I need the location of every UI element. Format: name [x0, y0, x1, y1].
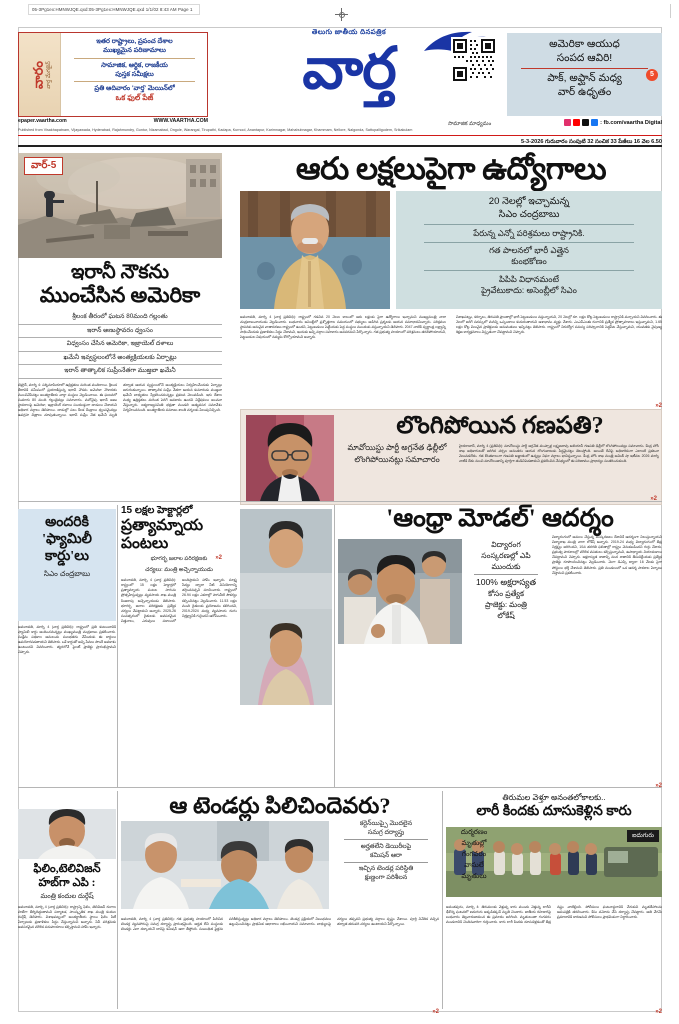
registration-filename: 05-3Pg1ex:HMNWJQE.qxd:05-3Pg1ex:HMNWJQE.qxd 1/1/02 8:43 AM Page 1: [32, 7, 193, 12]
ganapati-body-text: హైదరాబాద్, మార్చి 4 (ప్రతినిధి): మావోయిస్టు పార్టీ అగ్రనేత ముప్పాళ్ల లక్ష్మణరావు అలియాస్ గణపతి ఢిల్లీలో లొంగిపోయినట్లు సమాచారం. కేంద్ర హోం శాఖ అధికారులతో జరిగిన చర్చల అనంతరం ఆయన లొంగుబాటుకు సిద్ధమైనట్లు తెలుస్తోంది. అయితే దీనిపై అధికారికంగా ఎలాంటి ప్రకటనా వెలువడలేదు. గత కొంతకాలంగా గణపతి అజ్ఞాతంలో ఉన్నట్లు నిఘా వర్గాలు భావిస్తున్నాయి. కేంద్ర హోం శాఖ మంత్రి అమిత్ షా ఇటీవల 2026 మార్చి నాటికి దేశం నుంచి మావోయిజాన్ని పూర్తిగా తుడిచిపెడతామని ప్రకటించిన నేపథ్యంలో ఈ పరిణామం ప్రాధాన్యం సంతరించుకుంది.: [459, 444, 659, 464]
masthead-brand: [214, 29, 484, 101]
andhra-model-body-text: విద్యారంగంలో అమలు చేస్తున్న సంస్కరణలు దేశానికే ఆదర్శంగా నిలుస్తున్నాయని విద్యాశాఖ మంత్రి నారా లోకేష్ అన్నారు. 2019-24 మధ్య విద్యారంగంలో తీవ్ర నిర్లక్ష్యం జరిగిందని, 10వ తరగతి ఫలితాల్లో రాష్ట్రం వెనుకబడిందని గుర్తు చేశారు. ప్రభుత్వ పాఠశాలల్లో మౌలిక వసతులు కల్పిస్తున్నామని, ఉపాధ్యాయ నియామకాలు చేపట్టామని చెప్పారు. అక్షరాస్యత శాతాన్ని వంద శాతానికి తీసుకెళ్లేందుకు ప్రత్యేక ప్రాజెక్టు రూపొందించినట్లు వెల్లడించారు. మెగా డిఎస్సి ద్వారా 16 వేలకు పైగా పోస్టులు భర్తీ చేశామని తెలిపారు. ప్రతి మండలంలో ఒక ఆదర్శ పాఠశాల ఏర్పాటు చేస్తామని ప్రకటించారు.: [552, 535, 662, 575]
lorry-side-3: గంగవరం: [461, 851, 487, 858]
crops-headline-1: 15 లక్షల హెక్టార్లలో: [121, 505, 193, 516]
page-number-badge: 5: [646, 69, 658, 81]
promo-spine: [19, 33, 61, 116]
film-tv-body-text: అమరావతి, మార్చి 4 (వార్త ప్రతినిధి): రాష్ట్రాన్ని ఫిలిం, టెలివిజన్ రంగాల హబ్‌గా తీర్చిదిద్దుతామని పర్యాటక, సాంస్కృతిక శాఖ మంత్రి కందుల దుర్గేష్ తెలిపారు. విశాఖపట్నంలో అంతర్జాతీయ స్థాయి ఫిలిం సిటీ ఏర్పాటుకు ప్రణాళికలు సిద్ధం చేస్తున్నామని అన్నారు. సినీ పరిశ్రమకు అవసరమైన మౌలిక సదుపాయాలు కల్పిస్తామని హామీ ఇచ్చారు.: [18, 905, 116, 930]
lead-body-wrap: [240, 315, 662, 409]
column-divider-1: [117, 505, 118, 787]
war-subhead: ఇరాన్ అణుస్థావరం ధ్వంసం: [18, 325, 222, 339]
film-tv-story: [18, 863, 116, 1023]
andhra-model-subhead: [468, 539, 544, 621]
crops-minister-photo: [240, 509, 332, 705]
ad-line-1: అమెరికా ఆయుధ: [549, 38, 620, 50]
lorry-body-text: అనంతపురం, మార్చి 4: తిరుమలకు వెళ్తున్న కారు ముందు వెళ్తున్న లారీని ఢీకొన్న ఘటనలో ఐదుగురు అక్కడికక్కడే మృతి చెందారు. జాతీయ రహదారిపై బుధవారం తెల్లవారుజామున ఈ ప్రమాదం జరిగింది. మృతులంతా గంగవరం మండలానికి చెందినవారిగా గుర్తించారు. కారు లారీ కిందకు దూసుకెళ్లడంతో తీవ్ర నష్టం వాటిల్లింది. పోలీసులు ఘటనాస్థలానికి చేరుకుని మృతదేహాలను ఆసుపత్రికి తరలించారు. కేసు నమోదు చేసి దర్యాప్తు చేపట్టారు. అతి వేగమే ప్రమాదానికి కారణమని పోలీసులు ప్రాథమికంగా నిర్ధారించారు.: [446, 905, 662, 925]
andhra-model-body-wrap: [552, 535, 662, 789]
masthead-rule-red: [18, 135, 662, 136]
dateline: 5-3-2026 గురువారం సంపుటి 32 సంచిక 33 పేజీలు 16 వెల 6.50: [521, 139, 662, 145]
war-body-text: టెహ్రాన్, మార్చి 4: పశ్చిమాసియాలో ఉద్రిక్తతలు మరింత ముదిరాయి. శ్రీలంక తీరానికి సమీపంలో ప్రయాణిస్తున్న ఇరాన్ నౌకను అమెరికా నౌకాదళం ముంచివేసినట్లు అంతర్జాతీయ వార్తా సంస్థలు వెల్లడించాయి. ఈ ఘటనలో సుమారు 80 మంది గల్లంతైనట్లు సమాచారం. మరోవైపు ఇరాన్ అణు స్థావరాలపై అమెరికా, ఇజ్రాయెల్ దళాలు సంయుక్తంగా దాడులు చేశాయని అధికార వర్గాలు తెలిపాయి. దాడుల్లో పలు కీలక కేంద్రాలు ధ్వంసమైనట్లు ఉపగ్రహ చిత్రాలు చూపుతున్నాయి. ఇరాన్ సుప్రీం నేత ఖమేనీ మృతి తర్వాత ఆయన స్వస్థలంలోనే అంత్యక్రియలు నిర్వహించేందుకు ఏర్పాట్లు జరుగుతున్నాయి. తాత్కాలిక సుప్రీం నేతగా ఆయన కుమారుడు ముజ్తబా ఖమేనీ బాధ్యతలు స్వీకరించనున్నట్లు ప్రకటన వెలువడింది. ఇరు దేశాల మధ్య ఉద్రిక్తతలు మరింత పెరిగే అవకాశం ఉందని విశ్లేషకులు అంచనా వేస్తున్నారు. ఐక్యరాజ్యసమితి భద్రతా మండలి అత్యవసర సమావేశం నిర్వహించనుంది. అంతర్జాతీయ సమాజం శాంతి చర్చలకు పిలుపునిచ్చింది.: [18, 382, 222, 418]
family-card-line-2: 'ఫ్యామిలీ: [42, 532, 92, 547]
print-registration-strip: [0, 0, 679, 26]
promo-line-3: సామాజిక, ఆర్థిక, రాజకీయ: [101, 61, 168, 69]
lorry-jump-marker[interactable]: »2: [655, 1009, 662, 1015]
ad-line-2: సంపద ఆవిరి!: [556, 51, 613, 64]
published-from-line: Published from Visakhapatnam, Vijayawada, Hyderabad, Rajahmundry, Guntur, Nizamabad, Ongole, Warangal, Tirupathi, Kadapa, Kurnool, Anantapur, Karimnagar, Mahabubnagar, Khammam, Nellore, Nalgonda, Sattupalligudem, Srikakulam: [18, 128, 413, 132]
ganapati-portrait-photo: [246, 415, 334, 501]
crops-headline-3: పంటలు: [121, 535, 169, 552]
war-subhead-list: [18, 311, 222, 379]
war-subhead: ఖమేనీ ఇవ్వస్థలంలోనే అంత్యక్రియలకు ఏర్పాట్లు: [18, 352, 222, 366]
andhra-sub-4: 100% అక్షరాస్యత: [475, 576, 537, 587]
tender-subhead-list: [336, 819, 436, 882]
epaper-link[interactable]: epaper.vaartha.com: [18, 118, 67, 124]
ganapati-headline: లొంగిపోయిన గణపతి?: [396, 413, 604, 439]
facebook-icon[interactable]: [591, 119, 598, 126]
masthead-title: వార్త: [302, 36, 396, 101]
promo-line-2: ముఖ్యమైన పరిణామాలు: [103, 47, 166, 54]
cm-point-3: కుంభకోణం: [511, 256, 547, 267]
promo-spine-title: వారం: [30, 60, 45, 89]
tender-jump-marker[interactable]: »2: [432, 1009, 439, 1015]
lorry-accident-story: [446, 793, 662, 820]
social-handle[interactable]: : fb.com/vaartha Digital: [600, 119, 662, 126]
lead-body-right: విశాఖపట్నం, కర్నూలు, తిరుపతి ప్రాంతాల్లో భారీ పెట్టుబడులు వస్తున్నాయని, 20 నెలల్లో రూ. లక్షల కోట్ల పెట్టుబడులు రాష్ట్రానికి వచ్చాయని వివరించారు. ఈ నెలలో జరిగే సదస్సులో మరిన్ని ఒప్పందాలు కుదురుతాయని ఆశాభావం వ్యక్తం చేశారు. ఎంఎస్ఎంఈ రంగానికి ప్రత్యేక ప్రోత్సాహకాలు ఇస్తున్నామని, 1.65 లక్షల కోట్ల విలువైన ప్రాజెక్టులకు అనుమతులు ఇచ్చినట్లు తెలిపారు. రాష్ట్రంలో నిరుద్యోగ సమస్య పరిష్కారానికి పెద్దపీట వేస్తున్నామని, యువతకు నైపుణ్య శిక్షణ కార్యక్రమాలు విస్తృతంగా చేపట్టామని చెప్పారు.: [456, 315, 662, 335]
promo-advert-box: [18, 32, 208, 117]
ganapati-subhead: మావోయిస్టు పార్టీ అగ్రనేత ఢిల్లీలో లొంగిపోయినట్లు సమాచారం: [347, 443, 447, 464]
family-card-line-3: కార్డు'లు: [45, 549, 89, 564]
promo-line-1: ఇతర రాష్ట్రాలు, ప్రపంచ దేశాల: [96, 38, 173, 45]
crops-subhead-1: భూగర్భ జలాల పరిరక్షణకు: [150, 556, 208, 562]
lorry-side-4: వాసులే: [464, 862, 484, 869]
war-headline-line-2: ముంచేసిన అమెరికా: [39, 283, 201, 307]
andhra-sub-6: ప్రాజెక్టు: మంత్రి: [484, 599, 527, 609]
masthead-rule-black: [18, 145, 662, 147]
masthead: [18, 27, 662, 145]
qr-code-icon[interactable]: [451, 37, 497, 83]
family-card-credit: సిఎం చంద్రబాబు: [43, 569, 91, 578]
minister-durgesh-photo: [18, 809, 116, 859]
cm-point-1: పేరున్న ఎన్నో పరిశ్రమలు రాష్ట్రానికి.: [473, 227, 585, 238]
crops-story: [121, 505, 237, 778]
registration-edge-mark: [670, 4, 671, 18]
lorry-side-5: మృతులు: [461, 873, 487, 880]
andhra-jump-marker[interactable]: »2: [655, 783, 662, 789]
promo-line-4: పుస్తక సమీక్షలు: [115, 70, 154, 78]
masthead-ad-box: [507, 33, 662, 116]
promo-highlight: ఒక ఫుల్ పేజ్: [115, 93, 154, 103]
cm-point-2: గత పాలనలో భారీ ఎత్తైన: [489, 245, 569, 256]
lokesh-assembly-photo: [338, 539, 462, 644]
war-subhead: విధ్వంసం చేసిన అమెరికా, ఇజ్రాయెల్ దళాలు: [18, 338, 222, 352]
ganapati-story: [240, 409, 662, 505]
tender-body-text: అమరావతి, మార్చి 4 (వార్త ప్రతినిధి): గత ప్రభుత్వ హయాంలో పిలిచిన టెండర్ల వ్యవహారంపై సమగ్ర దర్యాప్తు ప్రారంభమైంది. అర్హత లేని సంస్థలకు టెండర్లు ఎలా దక్కాయనే దానిపై కమిషన్ ఆరా తీస్తోంది. సంబంధిత ఫైళ్లను పరిశీలిస్తున్నట్లు అధికార వర్గాలు తెలిపాయి. టెండర్ల ప్రక్రియలో నిబంధనలు ఉల్లంఘించినట్లు ప్రాథమిక ఆధారాలు లభించాయని సమాచారం. బాధ్యులపై చర్యలు తప్పవని ప్రభుత్వ వర్గాలు స్పష్టం చేశాయి. పూర్తి నివేదిక వచ్చిన తర్వాత తదుపరి చర్యలు ఉంటాయని పేర్కొన్నాయి.: [121, 917, 439, 932]
cm-quote-line-1: 20 నెలల్లో ఇచ్చామన్న: [488, 196, 570, 207]
promo-line-5: ప్రతి ఆదివారం 'వార్త' మెయిన్‌లో: [94, 85, 175, 93]
cm-point-4: పిపిపి విధానమంటే: [498, 274, 560, 285]
tender-sub-2: సమగ్ర దర్యాప్తు: [367, 829, 405, 836]
andhra-model-headline: 'ఆంధ్రా మోడల్' ఆదర్శం: [386, 505, 614, 532]
masthead-kicker: తెలుగు జాతీయ దినపత్రిక: [311, 29, 387, 36]
war-headline-line-1: ఇరానీ నౌకను: [70, 262, 170, 283]
promo-spine-subtitle: వార్త మేగజైన్: [45, 60, 52, 89]
lorry-headline: లారీ కిందకు దూసుకెళ్లిన కారు: [476, 804, 632, 819]
andhra-sub-3: ముందుకు: [491, 562, 521, 571]
lead-body-left: అమరావతి, మార్చి 4 (వార్త ప్రతినిధి): రాష్ట్రంలో గడచిన 20 నెలల కాలంలో ఆరు లక్షలకు పైగా ఉద్యోగాలు ఇచ్చామని ముఖ్యమంత్రి నారా చంద్రబాబునాయుడు వెల్లడించారు. బుధవారం అసెంబ్లీలో ప్రశ్నోత్తరాల సమయంలో సభ్యులు అడిగిన ప్రశ్నలకు ఆయన సమాధానమిచ్చారు. పరిశ్రమల స్థాపనకు అనువైన వాతావరణం రాష్ట్రంలో ఉందని, పెట్టుబడులు పెట్టేందుకు పెద్ద సంస్థలు ముందుకు వస్తున్నాయని తెలిపారు. 2047 నాటికి స్వర్ణాంధ్ర లక్ష్యాన్ని సాధించేందుకు ప్రణాళికలు సిద్ధం చేశామని, ఇందుకు అన్ని వర్గాల సహకారం అవసరమని పేర్కొన్నారు. గత ప్రభుత్వ హయాంలో పరిశ్రమలు తరలిపోయాయని, పెట్టుబడుల విషయంలో నమ్మకం కోల్పోయామని అన్నారు.: [240, 315, 446, 340]
lead-headline-band: [240, 151, 662, 189]
instagram-icon[interactable]: [564, 119, 571, 126]
tender-sub-1: కర్టెన్‌యిప్పై మొదలైన: [359, 820, 413, 827]
andhra-sub-7: లోకేష్: [497, 610, 515, 620]
family-card-body-text: అమరావతి, మార్చి 4 (వార్త ప్రతినిధి): రాష్ట్రంలో ప్రతి కుటుంబానికి ఫ్యామిలీ కార్డు అందించనున్నట్లు ముఖ్యమంత్రి చంద్రబాబు ప్రకటించారు. సంక్షేమ పథకాల అమలును సులభతరం చేసేందుకు ఈ కార్డులు ఉపయోగపడతాయని తెలిపారు. ఒకే కార్డుతో అన్ని సేవలు పొందే అవకాశం ఉంటుందని వివరించారు. త్వరలోనే పైలట్ ప్రాజెక్టు ప్రారంభిస్తామని చెప్పారు.: [18, 625, 116, 655]
social-links-bar: [448, 119, 662, 126]
family-card-headline-box: [18, 509, 116, 621]
ganapati-jump-marker[interactable]: »2: [650, 496, 657, 502]
war-subhead: ఇరాన్ తాత్కాలిక సుప్రీంనేతగా ముజ్తబా ఖమేనీ: [18, 365, 222, 379]
registration-crosshair-icon: [335, 8, 348, 21]
ad-line-4: వార్ ఉధృతం: [557, 85, 612, 98]
youtube-icon[interactable]: [573, 119, 580, 126]
tender-sub-5: ఇచ్చిన టెండర్ల పరిస్థితి: [358, 865, 414, 873]
andhra-sub-5: కోసం ప్రత్యేక: [488, 588, 524, 598]
column-divider-2: [334, 505, 335, 787]
promo-text-block: [61, 33, 207, 116]
promo-footer: [18, 118, 208, 124]
paper-sheet: [18, 27, 662, 1015]
family-card-line-1: అందరికి: [45, 515, 89, 530]
andhra-sub-1: విద్యారంగ: [491, 540, 521, 549]
lead-headline: ఆరు లక్షలుపైగా ఉద్యోగాలు: [295, 151, 607, 186]
lower-section-divider: [18, 787, 662, 788]
war-page-badge: వార్-5: [24, 157, 63, 175]
crops-body-text: అమరావతి, మార్చి 4 (వార్త ప్రతినిధి): రాష్ట్రంలో 15 లక్షల హెక్టార్లలో ప్రత్యామ్నాయ పంటల సాగును ప్రోత్సహిస్తున్నట్లు వ్యవసాయ శాఖ మంత్రి కింజరాపు అచ్చెన్నాయుడు తెలిపారు. భూగర్భ జలాల పరిరక్షణకు ప్రత్యేక చర్యలు చేపట్టామని అన్నారు. 2025-26 సంవత్సరంలో రైతులకు అవసరమైన విత్తనాలు, ఎరువులు సకాలంలో అందిస్తామని హామీ ఇచ్చారు. సూక్ష్మ సేద్యం ద్వారా నీటి వినియోగాన్ని తగ్గించవచ్చని సూచించారు. రాష్ట్రంలో 26.94 లక్షల ఎకరాల్లో సాగునీటి సౌకర్యం కల్పించినట్లు వెల్లడించారు. 11.53 లక్షల మంది రైతులకు ప్రయోజనం కలిగిందని, 2019-2024 మధ్య వ్యవసాయ రంగం నిర్లక్ష్యానికి గురైందని ఆరోపించారు.: [121, 578, 237, 623]
cm-quote-box: [396, 191, 662, 309]
andhra-model-story: [338, 505, 662, 533]
tender-headline: ఆ టెండర్లు పిలిచిందెవరు?: [169, 793, 391, 818]
cm-quote-line-2: సిఎం చంద్రబాబు: [498, 208, 560, 220]
lead-jump-marker[interactable]: »2: [655, 403, 662, 409]
tender-story: [121, 793, 439, 818]
lorry-side-subheads: [446, 827, 502, 882]
tender-sub-3: అర్హతలేని డెయిరీలపై: [360, 842, 412, 850]
section-divider: [18, 501, 662, 502]
lorry-side-1: దుర్మరణం: [460, 829, 488, 836]
film-tv-headline-2: హబ్‌గా ఎపి :: [38, 876, 96, 889]
ad-line-3: పాక్, అఫ్ఘాన్ మధ్య: [547, 72, 622, 84]
cm-point-5: ప్రైవేటుకాదు: అసెంబ్లీలో సిఎం: [481, 285, 577, 296]
column-divider-4: [442, 791, 443, 1009]
chandrababu-assembly-photo: [240, 191, 390, 309]
film-tv-credit: మంత్రి కందుల దుర్గేష్: [40, 893, 94, 900]
war-subhead: శ్రీలంక తీరంలో ఘటన 80మంది గల్లంతు: [18, 311, 222, 325]
crops-headline-2: ప్రత్యామ్నాయ: [121, 517, 204, 534]
column-divider-3: [117, 791, 118, 1009]
website-link[interactable]: WWW.VAARTHA.COM: [153, 118, 208, 124]
tender-sub-4: కమిషన్ ఆరా: [369, 851, 402, 859]
lorry-kicker: తిరుమల వెళ్తూ అనంతలోకాలకు..: [502, 793, 606, 802]
lorry-side-2: మృతుల్లో: [461, 840, 487, 847]
x-twitter-icon[interactable]: [582, 119, 589, 126]
war-jump-marker[interactable]: »2: [215, 554, 222, 561]
film-tv-headline-1: ఫిలిం,టెలివిజన్: [33, 863, 101, 875]
social-label: సామాజిక మాధ్యమం: [448, 121, 492, 127]
andhra-sub-2: సంస్కరణల్లో ఎపి: [481, 551, 531, 560]
lorry-photo-tag: ఐదుగురు: [627, 830, 659, 842]
crops-subhead-2: చర్యలు: మంత్రి అచ్చెన్నాయుడు: [145, 566, 213, 573]
tender-sub-6: క్షుణ్ణంగా పరిశీలన: [364, 874, 408, 882]
officials-meeting-photo: [121, 821, 329, 909]
war-story: [18, 153, 222, 561]
